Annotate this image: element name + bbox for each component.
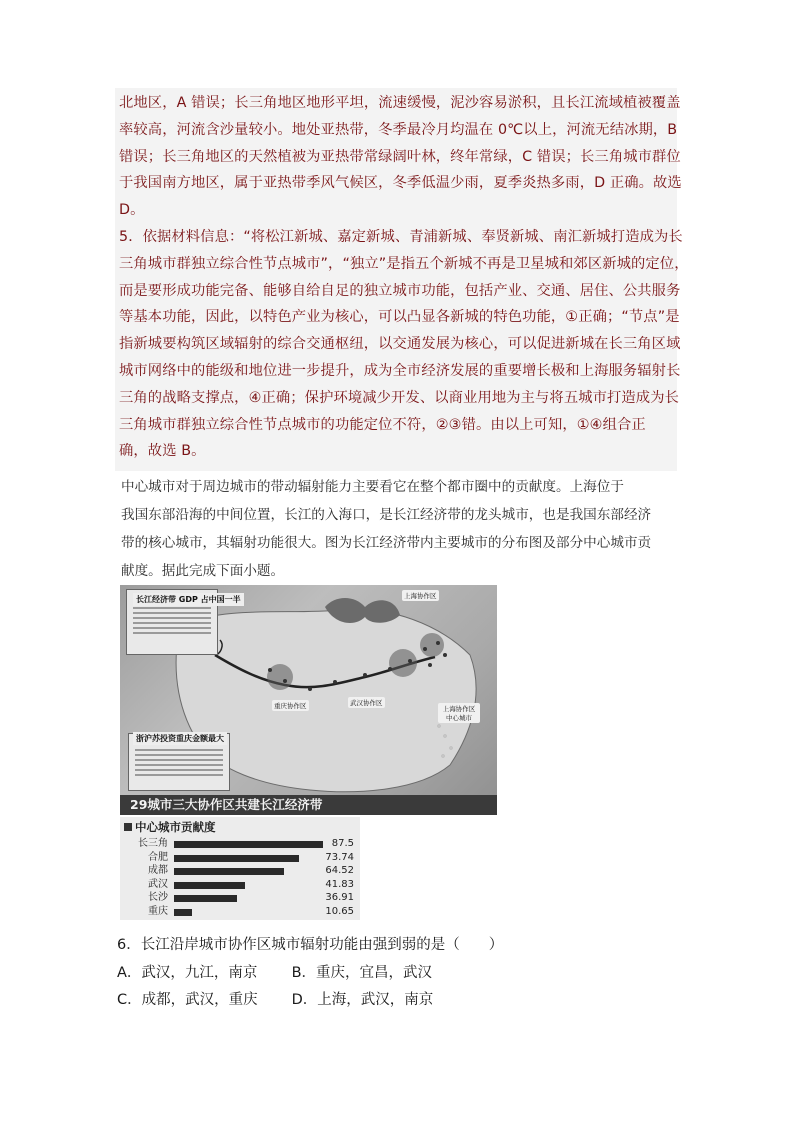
options-row-2 [117, 988, 677, 1009]
shanghai-center-label: 上海协作区中心城市 [438, 703, 480, 723]
bar-category-label: 成都 [148, 865, 168, 876]
gdp-inset [126, 589, 241, 655]
bar [174, 895, 237, 902]
stem-line: 中心城市对于周边城市的带动辐射能力主要看它在整个都市圈中的贡献度。上海位于 [121, 479, 624, 495]
answer-line: 而是要形成功能完备、能够自给自足的独立城市功能，包括产业、交通、居住、公共服务 [119, 282, 681, 299]
bar [174, 855, 299, 862]
option-c[interactable]: C．成都，武汉，重庆 [117, 992, 258, 1008]
answer-line: 三角的战略支撑点，④正确；保护环境减少开发、以商业用地为主与将五城市打造成为长 [119, 389, 679, 406]
chart-title-text: 中心城市贡献度 [135, 820, 216, 834]
bar-value-label: 36.91 [325, 892, 354, 903]
answer-line: 指新城要构筑区域辐射的综合交通枢纽，以交通发展为核心，可以促进新城在长三角区域 [119, 336, 681, 353]
bar-row [120, 891, 360, 905]
answer-line: 于我国南方地区，属于亚热带季风气候区，冬季低温少雨，夏季炎热多雨，D 正确。故选 [119, 175, 682, 192]
options-row-1 [117, 961, 677, 982]
question-prompt: 6．长江沿岸城市协作区城市辐射功能由强到弱的是（ ） [117, 937, 504, 953]
bar-category-label: 重庆 [148, 905, 168, 917]
bar-row [120, 878, 360, 892]
bar-value-label: 64.52 [325, 865, 354, 876]
bar-row [120, 905, 360, 919]
bar-category-label: 长沙 [148, 892, 168, 903]
chongqing-zone-label: 重庆协作区 [274, 702, 307, 710]
answer-line: D。 [119, 202, 145, 219]
bar-category-label: 长三角 [138, 838, 168, 849]
gdp-inset-title: 长江经济带 GDP 占中国一半 [133, 593, 244, 606]
bar-row [120, 837, 360, 851]
answer-line: 北地区，A 错误；长三角地区地形平坦，流速缓慢，泥沙容易淤积，且长江流域植被覆盖 [119, 95, 681, 111]
stem-line: 我国东部沿海的中间位置，长江的入海口，是长江经济带的龙头城市，也是我国东部经济 [121, 507, 652, 523]
answer-line: 率较高，河流含沙量较小。地处亚热带，冬季最冷月均温在 0℃以上，河流无结冰期，B [119, 121, 678, 138]
bar [174, 841, 323, 848]
bar-category-label: 合肥 [148, 851, 168, 863]
bar-value-label: 73.74 [325, 851, 354, 863]
bar [174, 868, 284, 875]
yangtze-economic-belt-map [120, 585, 497, 815]
investment-inset [128, 733, 230, 791]
answer-line: 三角城市群独立综合性节点城市”，“独立”是指五个新城不再是卫星城和郊区新城的定位， [119, 255, 689, 272]
bar [174, 882, 245, 889]
answer-line: 5．依据材料信息：“将松江新城、嘉定新城、青浦新城、奉贤新城、南汇新城打造成为长 [119, 228, 683, 245]
bar-value-label: 87.5 [331, 838, 354, 849]
shanghai-zone-label: 上海协作区 [404, 592, 437, 600]
figure [120, 585, 497, 920]
bar [174, 909, 192, 916]
answer-line: 错误；长三角地区的天然植被为亚热带常绿阔叶林，终年常绿，C 错误；长三角城市群位 [119, 148, 681, 165]
answer-explanation [115, 88, 689, 471]
bar-row [120, 851, 360, 865]
map-caption: 29城市三大协作区共建长江经济带 [120, 795, 497, 815]
wuhan-zone-label: 武汉协作区 [350, 699, 383, 707]
option-d[interactable]: D．上海，武汉，南京 [291, 992, 434, 1008]
contribution-bar-chart [120, 817, 360, 920]
chart-title [124, 819, 216, 835]
stem-line: 带的核心城市，其辐射功能很大。图为长江经济带内主要城市的分布图及部分中心城市贡 [121, 535, 652, 551]
bar-value-label: 41.83 [325, 878, 354, 890]
stem-line: 献度。据此完成下面小题。 [121, 563, 285, 579]
investment-inset-title: 浙沪苏投资重庆金额最大 [133, 732, 227, 745]
answer-line: 等基本功能，因此，以特色产业为核心，可以凸显各新城的特色功能，①正确；“节点”是 [119, 309, 680, 326]
bar-row [120, 864, 360, 878]
bar-value-label: 10.65 [325, 905, 354, 917]
option-b[interactable]: B．重庆，宜昌，武汉 [291, 965, 433, 981]
answer-line: 确，故选 B。 [119, 443, 206, 460]
bar-category-label: 武汉 [148, 878, 168, 890]
answer-line: 城市网络中的能级和地位进一步提升，成为全市经济发展的重要增长极和上海服务辐射长 [119, 362, 681, 379]
answer-line: 三角城市群独立综合性节点城市的功能定位不符，②③错。由以上可知，①④组合正 [119, 416, 646, 433]
option-a[interactable]: A．武汉，九江，南京 [117, 965, 258, 981]
